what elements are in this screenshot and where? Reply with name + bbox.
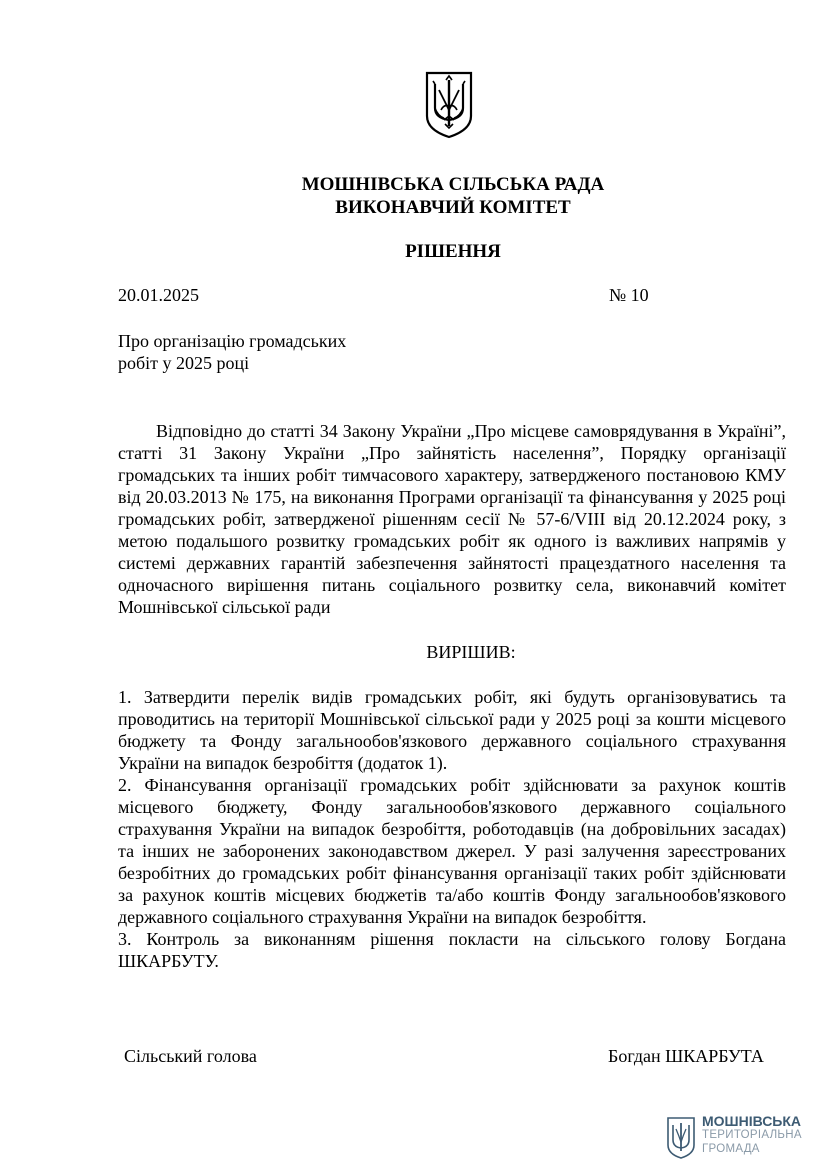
trident-icon xyxy=(666,1116,696,1160)
decision-item: 3. Контроль за виконанням рішення покласти на сільського голову Богдана ШКАРБУТУ. xyxy=(118,929,786,971)
logo-line-2: ТЕРИТОРІАЛЬНА xyxy=(702,1129,802,1141)
logo-line-1: МОШНІВСЬКА xyxy=(702,1113,802,1129)
coat-of-arms-icon xyxy=(424,70,474,140)
preamble-paragraph: Відповідно до статті 34 Закону України „Про місцеве самоврядування в Україні”, статті 31 Закону України „Про зайнятість населення”, Порядку організації громадських та інших робіт тимчасового характеру, затвердженого постановою КМУ від 20.03.2013 № 175, на виконання Програми організації та фінансування у 2025 році громадських робіт, затвердженої рішенням сесії № 57-6/VIII від 20.12.2024 року, з метою подальшого розвитку громадських робіт як одного із важливих напрямів у системі державних гарантій забезпечення зайнятості працездатного населення та одночасного вирішення питань соціального розвитку села, виконавчий комітет Мошнівської сільської ради xyxy=(118,421,786,617)
decision-item: 2. Фінансування організації громадських робіт здійснювати за рахунок коштів місцевого бюджету, Фонду загальнообов'язкового державного соціального страхування України на випадок безробіття, роботодавців (на добровільних засадах) та інших не заборонених законодавством джерел. У разі залучення зареєстрованих безробітних до громадських робіт фінансування організації таких робіт здійснювати за рахунок коштів місцевих бюджетів та/або коштів Фонду загальнообов'язкового державного соціального страхування України на випадок безробіття. xyxy=(118,775,786,927)
decision-date: 20.01.2025 xyxy=(118,285,199,305)
resolved-heading: ВИРІШИВ: xyxy=(426,642,516,662)
subject-line-1: Про організацію громадських xyxy=(118,331,347,351)
decision-number: № 10 xyxy=(609,285,649,305)
logo-text xyxy=(702,1114,802,1156)
council-name: МОШНІВСЬКА СІЛЬСЬКА РАДА xyxy=(301,174,605,195)
document-type: РІШЕННЯ xyxy=(405,241,501,262)
decision-subject xyxy=(118,330,346,374)
community-logo xyxy=(666,1114,806,1162)
signatory-position: Сільський голова xyxy=(124,1046,257,1066)
decision-items xyxy=(118,686,786,972)
subject-line-2: робіт у 2025 році xyxy=(118,353,250,373)
signatory-name: Богдан ШКАРБУТА xyxy=(608,1046,764,1066)
decision-item: 1. Затвердити перелік видів громадських робіт, які будуть організовуватись та проводитись на території Мошнівської сільської ради у 2025 році за кошти місцевого бюджету та Фонду загальнообов'язкового державного соціального страхування України на випадок безробіття (додаток 1). xyxy=(118,687,786,773)
logo-line-3: ГРОМАДА xyxy=(702,1143,760,1155)
committee-name: ВИКОНАВЧИЙ КОМІТЕТ xyxy=(335,197,571,218)
